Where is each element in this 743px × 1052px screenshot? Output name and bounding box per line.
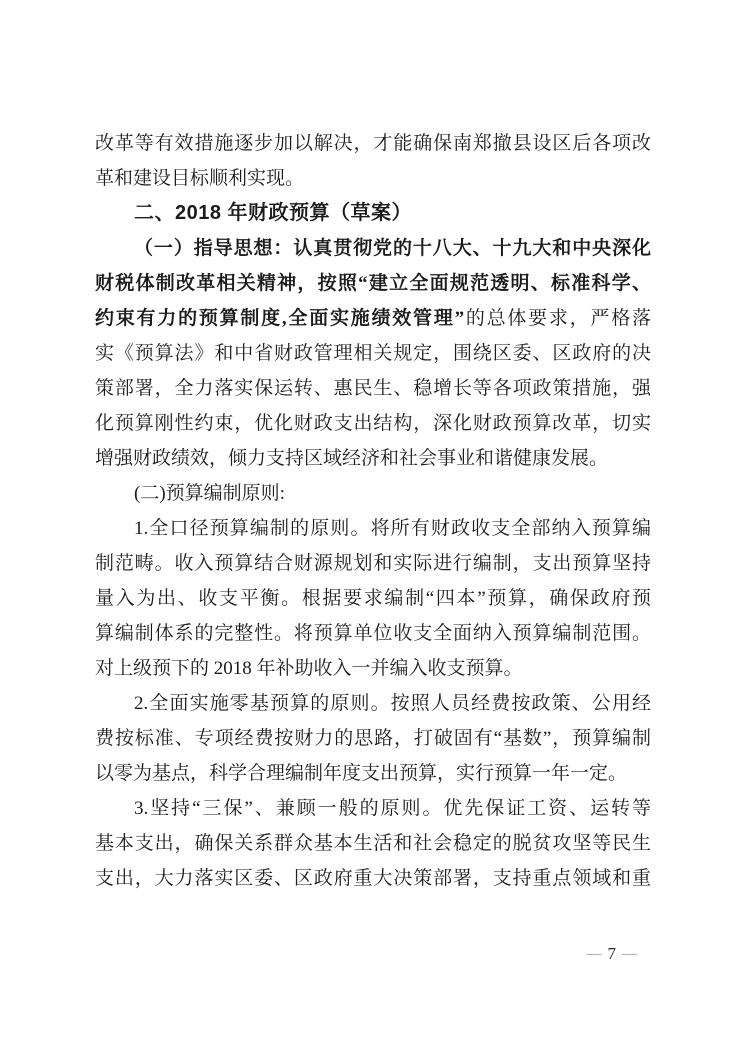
body-text-line: 费按标准、专项经费按财力的思路，打破固有“基数”，预算编制 [95, 728, 651, 749]
body-text-line: 策部署，全力落实保运转、惠民生、稳增长等各项政策措施，强 [95, 378, 651, 399]
body-text-line: 算编制体系的完整性。将预算单位收支全面纳入预算编制范围。 [95, 623, 651, 644]
body-text-line: 以零为基点，科学合理编制年度支出预算，实行预算一年一定。 [95, 763, 628, 784]
footer-dash-right: — [622, 946, 637, 962]
body-text-line: 实《预算法》和中省财政管理相关规定，围绕区委、区政府的决 [95, 343, 651, 364]
principle-3-lead-line: 3.坚持“三保”、兼顾一般的原则。优先保证工资、运转等 [134, 798, 651, 819]
body-text-line: 改革等有效措施逐步加以解决，才能确保南郑撤县设区后各项改 [95, 133, 651, 154]
subsection-heading: (二)预算编制原则: [134, 483, 285, 504]
section-heading: 二、2018 年财政预算（草案） [134, 202, 413, 224]
principle-1-lead-line: 1.全口径预算编制的原则。将所有财政收支全部纳入预算编 [134, 518, 651, 539]
body-text-line: 革和建设目标顺利实现。 [95, 168, 305, 189]
guiding-ideology-lead-line: （一）指导思想：认真贯彻党的十八大、十九大和中央深化 [134, 238, 651, 259]
body-text-segment: 的总体要求，严格落 [464, 308, 651, 329]
page-number-footer [587, 946, 638, 962]
body-text-line: 支出，大力落实区委、区政府重大决策部署，支持重点领域和重 [95, 868, 651, 889]
page-number: 7 [607, 944, 616, 963]
principle-2-lead-line: 2.全面实施零基预算的原则。按照人员经费按政策、公用经 [134, 693, 651, 714]
body-text-line: 量入为出、收支平衡。根据要求编制“四本”预算，确保政府预 [95, 588, 651, 609]
bold-emphasis-text: 约束有力的预算制度,全面实施绩效管理” [95, 308, 465, 329]
body-text-line: 制范畴。收入预算结合财源规划和实际进行编制，支出预算坚持 [95, 553, 651, 574]
body-text-line [95, 301, 651, 336]
body-text-line: 对上级预下的 2018 年补助收入一并编入收支预算。 [95, 658, 523, 679]
body-text-line: 财税体制改革相关精神，按照“建立全面规范透明、标准科学、 [95, 273, 651, 294]
document-body [95, 126, 651, 896]
body-text-line: 化预算刚性约束，优化财政支出结构，深化财政预算改革，切实 [95, 413, 651, 434]
footer-dash-left: — [586, 946, 602, 962]
body-text-line: 基本支出，确保关系群众基本生活和社会稳定的脱贫攻坚等民生 [95, 833, 651, 854]
body-text-line: 增强财政绩效，倾力支持区域经济和社会事业和谐健康发展。 [95, 448, 609, 469]
